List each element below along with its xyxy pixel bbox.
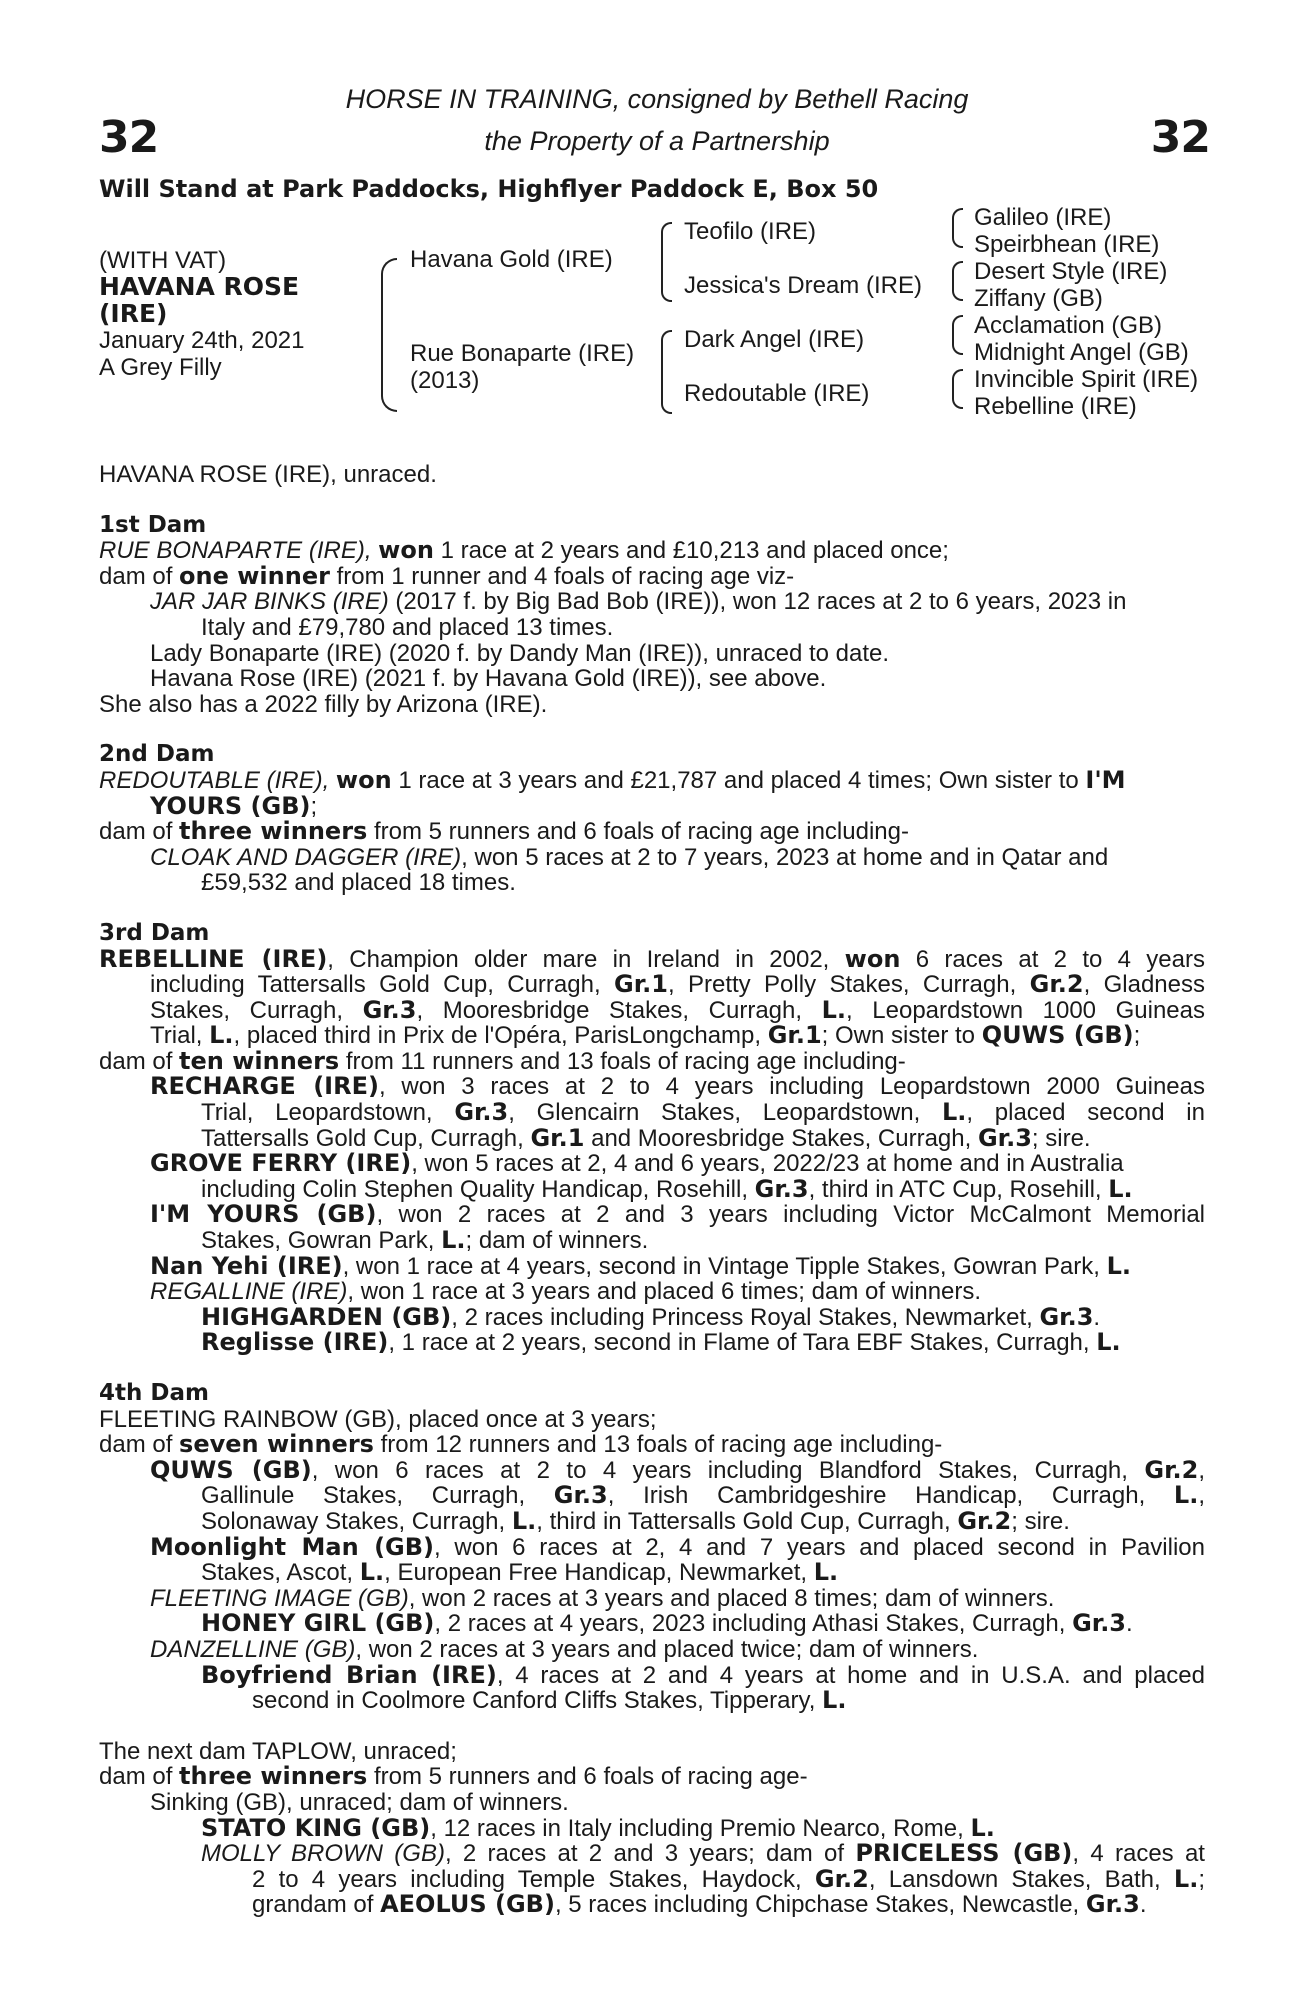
text: , Champion older mare in Ireland in 2002, xyxy=(327,945,845,973)
grade: Gr.3 xyxy=(1039,1302,1094,1331)
first-dam-produce xyxy=(99,561,1205,590)
grade: L. xyxy=(1173,1864,1199,1893)
grade: Gr.3 xyxy=(977,1123,1032,1152)
produce-entry: Sinking (GB), unraced; dam of winners. xyxy=(150,1788,569,1816)
produce-name: HONEY GIRL (GB) xyxy=(201,1609,435,1638)
produce-name: HIGHGARDEN (GB) xyxy=(201,1302,452,1331)
text: , won 6 races at 2 to 4 years including Blandford Stakes, Curragh, xyxy=(311,1456,1145,1484)
produce-entry xyxy=(99,1637,1205,1663)
text: , won 1 race at 4 years, second in Vintage Tipple Stakes, Gowran Park, xyxy=(342,1252,1107,1280)
pedigree-brace-dd xyxy=(952,369,963,409)
winner-count: ten winners xyxy=(179,1046,340,1075)
text: , won 2 races at 3 years and placed 8 times; dam of winners. xyxy=(408,1584,1055,1612)
won-label: won xyxy=(844,944,901,973)
first-dam-note: She also has a 2022 filly by Arizona (IRE). xyxy=(99,690,548,718)
winner-count: three winners xyxy=(179,1762,368,1791)
text: , Irish Cambridgeshire Handicap, Curragh, xyxy=(607,1482,1174,1510)
intro-line: HAVANA ROSE (IRE), unraced. xyxy=(99,461,437,488)
produce-name: MOLLY BROWN (GB) xyxy=(201,1840,445,1868)
produce-name: CLOAK AND DAGGER (IRE) xyxy=(150,843,462,871)
fourth-dam-record: FLEETING RAINBOW (GB), placed once at 3 years; xyxy=(99,1405,657,1433)
text: . xyxy=(1139,1891,1147,1919)
produce-name: Reglisse (IRE) xyxy=(201,1328,389,1357)
text: , won 2 races at 2 and 3 years including Victor McCalmont Memorial xyxy=(376,1201,1205,1229)
produce-name: REGALLINE (IRE) xyxy=(150,1278,348,1306)
produce-entry xyxy=(99,1074,1205,1151)
produce-entry xyxy=(99,1279,1205,1305)
third-dam-heading: 3rd Dam xyxy=(99,919,210,946)
pedigree-brace-dam xyxy=(661,330,672,414)
spacer xyxy=(99,1714,1205,1739)
text: 2 to 4 years including Temple Stakes, Haydock, xyxy=(252,1865,815,1893)
text: , Leopardstown 1000 Guineas xyxy=(846,996,1205,1024)
pedigree-ddd: Rebelline (IRE) xyxy=(974,393,1137,420)
pedigree-sire-dam: Jessica's Dream (IRE) xyxy=(684,272,922,299)
first-dam-heading: 1st Dam xyxy=(99,511,207,538)
text: dam of xyxy=(99,1763,180,1791)
horse-description: A Grey Filly xyxy=(99,354,222,381)
grade: L. xyxy=(822,1686,847,1715)
won-label: won xyxy=(378,536,434,565)
produce-entry xyxy=(99,589,1205,640)
produce-name: I'M YOURS (GB) xyxy=(150,1200,377,1229)
fourth-dam-produce xyxy=(99,1432,1205,1458)
sister-name: I'M xyxy=(1085,765,1126,794)
pedigree-sss: Galileo (IRE) xyxy=(974,204,1112,231)
text: grandam of xyxy=(252,1891,381,1919)
first-dam-name: RUE BONAPARTE (IRE), xyxy=(99,537,372,565)
grade: L. xyxy=(970,1813,995,1842)
text: , 4 races at 2 and 4 years at home and in U.S.A. and placed xyxy=(496,1661,1206,1689)
grade: L. xyxy=(1108,1174,1133,1203)
text: from 5 runners and 6 foals of racing age including- xyxy=(367,818,909,846)
grade: Gr.3 xyxy=(362,995,417,1024)
text: , xyxy=(1198,1482,1205,1510)
grade: Gr.1 xyxy=(530,1123,585,1152)
grade: L. xyxy=(1096,1328,1121,1357)
grade: Gr.2 xyxy=(1029,970,1084,999)
grade: L. xyxy=(813,1558,839,1587)
text: 1 race at 3 years and £21,787 and placed 4 times; Own sister to xyxy=(391,766,1086,794)
text: including Tattersalls Gold Cup, Curragh, xyxy=(150,971,614,999)
produce-name: JAR JAR BINKS (IRE) xyxy=(150,588,389,616)
text: ; Own sister to xyxy=(821,1022,982,1050)
second-dam-record xyxy=(99,765,1205,820)
grade: L. xyxy=(511,1506,537,1535)
foaling-date: January 24th, 2021 xyxy=(99,327,305,354)
text: Italy and £79,780 and placed 13 times. xyxy=(201,613,614,641)
third-dam-record xyxy=(99,944,1205,1050)
grade: L. xyxy=(1106,1251,1131,1280)
produce-entry xyxy=(99,1455,1205,1535)
sister-name: YOURS (GB) xyxy=(150,791,311,820)
text: , third in ATC Cup, Rosehill, xyxy=(808,1175,1109,1203)
grade: Gr.3 xyxy=(1085,1890,1140,1919)
text: , Gladness xyxy=(1083,971,1205,999)
text: , won 5 races at 2 to 7 years, 2023 at home and in Qatar and xyxy=(461,843,1109,871)
second-dam-heading: 2nd Dam xyxy=(99,741,215,768)
third-dam-name: REBELLINE (IRE) xyxy=(99,944,328,973)
produce-entry: Havana Rose (IRE) (2021 f. by Havana Gold (IRE)), see above. xyxy=(150,665,827,693)
text: 6 races at 2 to 4 years xyxy=(900,945,1205,973)
produce-name: QUWS (GB) xyxy=(150,1455,312,1484)
produce-entry xyxy=(99,845,1205,896)
record-text: 1 race at 2 years and £10,213 and placed once; xyxy=(433,537,949,565)
text: , Glencairn Stakes, Leopardstown, xyxy=(508,1099,942,1127)
produce-entry xyxy=(99,1532,1205,1587)
produce-name: AEOLUS (GB) xyxy=(380,1890,555,1919)
pedigree-dss: Acclamation (GB) xyxy=(974,312,1163,339)
pedigree-brace-sire xyxy=(661,222,672,302)
text: , European Free Handicap, Newmarket, xyxy=(384,1559,814,1587)
lot-number-right: 32 xyxy=(1150,112,1210,163)
won-label: won xyxy=(335,765,392,794)
pedigree-dsd: Midnight Angel (GB) xyxy=(974,339,1189,366)
pedigree-dam-sire: Dark Angel (IRE) xyxy=(684,326,865,353)
produce-name: Nan Yehi (IRE) xyxy=(150,1251,343,1280)
pedigree-dds: Invincible Spirit (IRE) xyxy=(974,366,1199,393)
fourth-dam-heading: 4th Dam xyxy=(99,1380,209,1406)
text: , won 5 races at 2, 4 and 6 years, 2022/23 at home and in Australia xyxy=(411,1150,1124,1178)
text: dam of xyxy=(99,1047,180,1075)
grand-produce-entry xyxy=(99,1660,1206,1715)
second-dam-produce xyxy=(99,819,1205,845)
winner-count: three winners xyxy=(179,817,368,846)
text: , third in Tattersalls Gold Cup, Curragh, xyxy=(536,1507,958,1535)
text: Stakes, Gowran Park, xyxy=(201,1227,442,1255)
winner-count: one winner xyxy=(179,561,330,590)
text: , 1 race at 2 years, second in Flame of Tara EBF Stakes, Curragh, xyxy=(388,1329,1097,1357)
pedigree-brace-sd xyxy=(952,261,963,301)
text: ; sire. xyxy=(1031,1124,1091,1152)
catalogue-body xyxy=(99,462,1205,1918)
text: from 11 runners and 13 foals of racing age including- xyxy=(339,1047,906,1075)
vat-note: (WITH VAT) xyxy=(99,247,227,274)
produce-name: Moonlight Man (GB) xyxy=(150,1532,435,1561)
produce-entry xyxy=(99,1151,1205,1202)
grade: Gr.2 xyxy=(814,1864,869,1893)
grade: Gr.2 xyxy=(1144,1455,1199,1484)
horse-name: HAVANA ROSE xyxy=(99,272,300,301)
text: , won 3 races at 2 to 4 years including Leopardstown 2000 Guineas xyxy=(378,1073,1205,1101)
text: . xyxy=(1093,1303,1101,1331)
text: ; xyxy=(310,792,318,820)
text: Stakes, Ascot, xyxy=(201,1559,360,1587)
pedigree-sds: Desert Style (IRE) xyxy=(974,258,1168,285)
text: , placed second in xyxy=(966,1099,1205,1127)
text: ; dam of winners. xyxy=(465,1227,649,1255)
lot-number-left: 32 xyxy=(99,112,159,163)
stand-info: Will Stand at Park Paddocks, Highflyer Paddock E, Box 50 xyxy=(99,175,879,203)
text: , won 1 race at 3 years and placed 6 times; dam of winners. xyxy=(347,1278,982,1306)
produce-entry xyxy=(99,1202,1205,1253)
grade: L. xyxy=(821,995,847,1024)
produce-name: DANZELLINE (GB) xyxy=(150,1635,356,1663)
text: second in Coolmore Canford Cliffs Stakes, Tipperary, xyxy=(252,1687,823,1715)
text: Tattersalls Gold Cup, Curragh, xyxy=(201,1124,531,1152)
consignor-line: HORSE IN TRAINING, consigned by Bethell Racing xyxy=(345,84,969,114)
grand-produce-entry xyxy=(99,1302,1205,1331)
text: and Mooresbridge Stakes, Curragh, xyxy=(584,1124,978,1152)
text: , 5 races including Chipchase Stakes, Newcastle, xyxy=(554,1891,1086,1919)
pedigree-brace-main xyxy=(381,258,397,412)
pedigree-sire: Havana Gold (IRE) xyxy=(410,246,613,273)
grade: L. xyxy=(941,1098,967,1127)
text: including Colin Stephen Quality Handicap, Rosehill, xyxy=(201,1175,755,1203)
pedigree-dam-year: (2013) xyxy=(410,367,480,394)
text: , 2 races at 4 years, 2023 including Athasi Stakes, Curragh, xyxy=(434,1610,1073,1638)
text: . xyxy=(1126,1610,1133,1638)
text: dam of xyxy=(99,562,180,590)
pedigree-brace-ds xyxy=(952,315,963,355)
text: , Mooresbridge Stakes, Curragh, xyxy=(416,996,822,1024)
text: , 2 races at 2 and 3 years; dam of xyxy=(444,1840,856,1868)
text: Trial, Leopardstown, xyxy=(201,1099,455,1127)
produce-entry xyxy=(99,1586,1205,1612)
third-dam-produce xyxy=(99,1046,1205,1075)
produce-name: STATO KING (GB) xyxy=(201,1813,431,1842)
text: ; xyxy=(1198,1865,1205,1893)
text: , won 2 races at 3 years and placed twice; dam of winners. xyxy=(355,1635,979,1663)
text: £59,532 and placed 18 times. xyxy=(201,869,516,897)
grade: L. xyxy=(359,1558,385,1587)
next-dam-record: The next dam TAPLOW, unraced; xyxy=(99,1737,457,1765)
text: , placed third in Prix de l'Opéra, ParisLongchamp, xyxy=(233,1022,768,1050)
horse-name-suffix: (IRE) xyxy=(99,299,168,328)
winner-count: seven winners xyxy=(179,1430,374,1459)
grade: L. xyxy=(209,1021,234,1050)
grade: Gr.3 xyxy=(553,1481,608,1510)
grade: Gr.3 xyxy=(1072,1609,1127,1638)
property-line: the Property of a Partnership xyxy=(484,126,830,156)
text: ; sire. xyxy=(1011,1507,1070,1535)
text: , Pretty Polly Stakes, Curragh, xyxy=(667,971,1030,999)
produce-name: PRICELESS (GB) xyxy=(855,1839,1073,1868)
grade: Gr.1 xyxy=(614,970,668,999)
first-dam-record xyxy=(99,538,1205,564)
produce-name: GROVE FERRY (IRE) xyxy=(150,1149,412,1178)
grand-produce-entry xyxy=(99,1841,1205,1918)
text: from 1 runner and 4 foals of racing age viz- xyxy=(329,562,795,590)
text: , Lansdown Stakes, Bath, xyxy=(868,1865,1174,1893)
text: dam of xyxy=(99,1431,180,1459)
text: Stakes, Curragh, xyxy=(150,996,363,1024)
sister-name: QUWS (GB) xyxy=(981,1021,1134,1050)
text: Trial, xyxy=(150,1022,210,1050)
pedigree-sire-sire: Teofilo (IRE) xyxy=(684,218,817,245)
next-dam-produce xyxy=(99,1764,1205,1790)
text: dam of xyxy=(99,818,180,846)
second-dam-name: REDOUTABLE (IRE), xyxy=(99,766,330,794)
text: , won 6 races at 2, 4 and 7 years and placed second in Pavilion xyxy=(434,1533,1205,1561)
pedigree-dam-dam: Redoutable (IRE) xyxy=(684,380,870,407)
text: , 2 races including Princess Royal Stakes, Newmarket, xyxy=(451,1303,1040,1331)
grade: Gr.2 xyxy=(957,1506,1012,1535)
grade: L. xyxy=(1173,1481,1199,1510)
produce-name: FLEETING IMAGE (GB) xyxy=(150,1584,409,1612)
grade: Gr.3 xyxy=(454,1098,509,1127)
produce-name: Boyfriend Brian (IRE) xyxy=(201,1660,497,1689)
text: (2017 f. by Big Bad Bob (IRE)), won 12 races at 2 to 6 years, 2023 in xyxy=(388,588,1127,616)
pedigree-ssd: Speirbhean (IRE) xyxy=(974,231,1160,258)
text: from 5 runners and 6 foals of racing age- xyxy=(367,1763,808,1791)
grade: Gr.1 xyxy=(767,1021,822,1050)
text: from 12 runners and 13 foals of racing age including- xyxy=(373,1431,943,1459)
grade: Gr.3 xyxy=(754,1174,809,1203)
produce-entry: Lady Bonaparte (IRE) (2020 f. by Dandy Man (IRE)), unraced to date. xyxy=(150,639,890,667)
text: Solonaway Stakes, Curragh, xyxy=(201,1507,512,1535)
grand-produce-entry xyxy=(99,1330,1205,1356)
produce-name: RECHARGE (IRE) xyxy=(150,1072,379,1101)
text: , xyxy=(1198,1456,1205,1484)
text: ; xyxy=(1133,1022,1141,1050)
pedigree-dam: Rue Bonaparte (IRE) xyxy=(410,340,635,367)
text: Gallinule Stakes, Curragh, xyxy=(201,1482,554,1510)
produce-entry xyxy=(99,1251,1205,1280)
pedigree-brace-ss xyxy=(952,208,963,248)
grand-produce-entry xyxy=(99,1813,1205,1842)
pedigree-sdd: Ziffany (GB) xyxy=(974,285,1103,312)
text: , 12 races in Italy including Premio Nearco, Rome, xyxy=(430,1814,971,1842)
text: , 4 races at xyxy=(1072,1840,1205,1868)
grade: L. xyxy=(441,1226,466,1255)
grand-produce-entry xyxy=(99,1611,1205,1637)
